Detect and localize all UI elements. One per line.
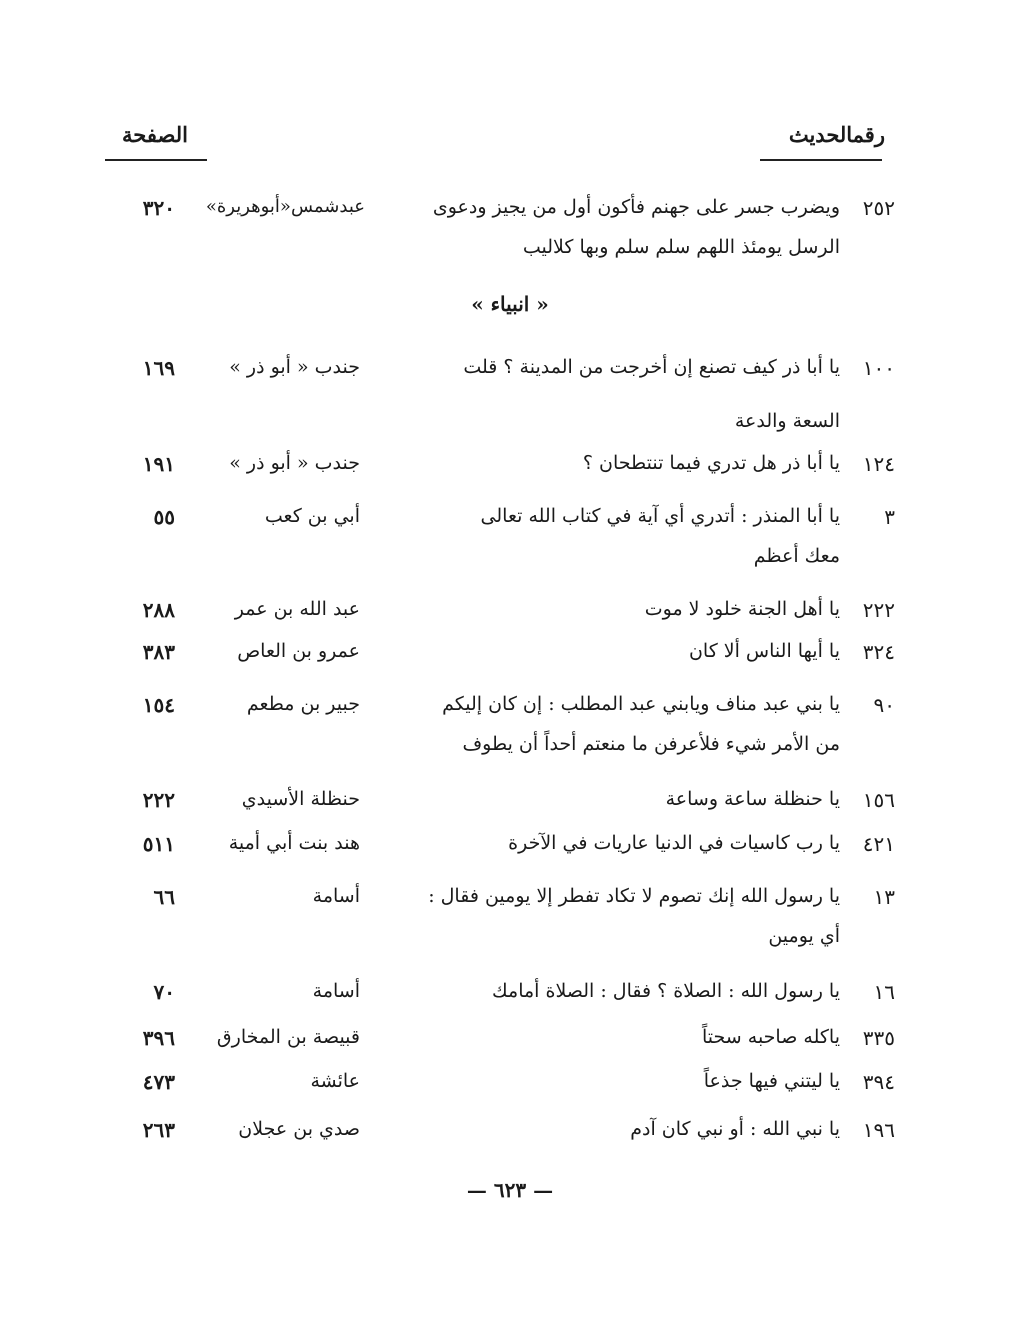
hadith-number: ١٣ [873, 885, 895, 909]
hadith-text: يا رسول الله : الصلاة ؟ فقال : الصلاة أمامك [492, 980, 840, 1002]
page-footer-number: — ٦٢٣ — [466, 1178, 554, 1202]
hadith-text: يا حنظلة ساعة وساعة [665, 788, 840, 810]
page-number: ٥١١ [142, 832, 175, 856]
table-row [0, 452, 1020, 492]
hadith-number: ٣٩٤ [862, 1070, 895, 1094]
table-row [0, 356, 1020, 396]
hadith-text-continuation: من الأمر شيء فلأعرفن ما منعتم أحداً أن يطوف [462, 733, 840, 755]
page-number: ٢٦٣ [142, 1118, 175, 1142]
table-row [0, 196, 1020, 236]
page-number: ١٦٩ [142, 356, 175, 380]
hadith-text: ياكله صاحبه سحتاً [702, 1026, 840, 1048]
page-column-heading: الصفحة [122, 122, 188, 147]
hadith-number: ١٦ [873, 980, 895, 1004]
hadith-number-heading: رقمالحديث [788, 122, 885, 147]
hadith-number: ٤٢١ [862, 832, 895, 856]
table-row [0, 1118, 1020, 1158]
page-number: ١٩١ [142, 452, 175, 476]
table-row [0, 980, 1020, 1020]
hadith-text-continuation: السعة والدعة [734, 410, 840, 432]
narrator: حنظلة الأسيدي [241, 788, 360, 810]
page-number: ٢٨٨ [142, 598, 175, 622]
hadith-text: يا رسول الله إنك تصوم لا تكاد تفطر إلا يومين فقال : [428, 885, 840, 907]
page-number: ٥٥ [153, 505, 175, 529]
narrator: أسامة [312, 980, 360, 1002]
hadith-number: ٩٠ [873, 693, 895, 717]
table-row-continuation [0, 236, 1020, 276]
heading-underline [760, 159, 882, 161]
table-row-continuation [0, 733, 1020, 773]
hadith-number: ٢٥٢ [862, 196, 895, 220]
hadith-text: يا رب كاسيات في الدنيا عاريات في الآخرة [508, 832, 840, 854]
narrator: عبدشمس«أبوهريرة» [205, 196, 365, 217]
page-number: ٣٩٦ [142, 1026, 175, 1050]
page-number: ٣٢٠ [142, 196, 175, 220]
table-row [0, 788, 1020, 828]
hadith-text: يا ليتني فيها جذعاً [703, 1070, 840, 1092]
narrator: أسامة [312, 885, 360, 907]
hadith-text: يا أيها الناس ألا كان [688, 640, 840, 662]
narrator: عائشة [310, 1070, 360, 1092]
hadith-text-continuation: معك أعظم [753, 545, 840, 567]
hadith-text-continuation: الرسل يومئذ اللهم سلم سلم وبها كلاليب [522, 236, 840, 258]
hadith-number: ٣٢٤ [862, 640, 895, 664]
section-title: « انبياء » [471, 292, 549, 316]
table-row [0, 505, 1020, 545]
table-row [0, 1026, 1020, 1066]
narrator: عبد الله بن عمر [234, 598, 360, 620]
hadith-text: يا أبا المنذر : أتدري أي آية في كتاب الله تعالى [480, 505, 840, 527]
page-number: ٦٦ [153, 885, 175, 909]
page-number: ٢٢٢ [142, 788, 175, 812]
page-number: ٤٧٣ [142, 1070, 175, 1094]
narrator: جندب « أبو ذر » [229, 452, 360, 474]
page-number: ٣٨٣ [142, 640, 175, 664]
hadith-number: ٣ [884, 505, 895, 529]
hadith-text: يا أبا ذر هل تدري فيما تنتطحان ؟ [582, 452, 840, 474]
page-number: ١٥٤ [142, 693, 175, 717]
heading-underline [105, 159, 207, 161]
hadith-number: ١٩٦ [862, 1118, 895, 1142]
narrator: جندب « أبو ذر » [229, 356, 360, 378]
table-row [0, 1070, 1020, 1110]
narrator: أبي بن كعب [264, 505, 360, 527]
page-number: ٧٠ [153, 980, 175, 1004]
table-row [0, 693, 1020, 733]
hadith-number: ١٢٤ [862, 452, 895, 476]
hadith-text: ويضرب جسر على جهنم فأكون أول من يجيز ودعوى [432, 196, 840, 218]
hadith-number: ١٥٦ [862, 788, 895, 812]
narrator: هند بنت أبي أمية [228, 832, 360, 854]
table-row [0, 885, 1020, 925]
table-row-continuation [0, 545, 1020, 585]
hadith-text: يا بني عبد مناف ويابني عبد المطلب : إن كان إليكم [442, 693, 840, 715]
hadith-text: يا أهل الجنة خلود لا موت [644, 598, 840, 620]
table-row [0, 598, 1020, 638]
hadith-text: يا نبي الله : أو نبي كان آدم [630, 1118, 840, 1140]
narrator: جبير بن مطعم [246, 693, 360, 715]
table-row-continuation [0, 925, 1020, 965]
table-row [0, 832, 1020, 872]
narrator: صدي بن عجلان [238, 1118, 360, 1140]
table-row-continuation [0, 410, 1020, 450]
narrator: عمرو بن العاص [237, 640, 360, 662]
narrator: قبيصة بن المخارق [216, 1026, 360, 1048]
table-row [0, 640, 1020, 680]
hadith-number: ١٠٠ [862, 356, 895, 380]
hadith-text-continuation: أي يومين [768, 925, 840, 947]
hadith-number: ٣٣٥ [862, 1026, 895, 1050]
hadith-number: ٢٢٢ [862, 598, 895, 622]
hadith-text: يا أبا ذر كيف تصنع إن أخرجت من المدينة ؟ قلت [463, 356, 840, 378]
